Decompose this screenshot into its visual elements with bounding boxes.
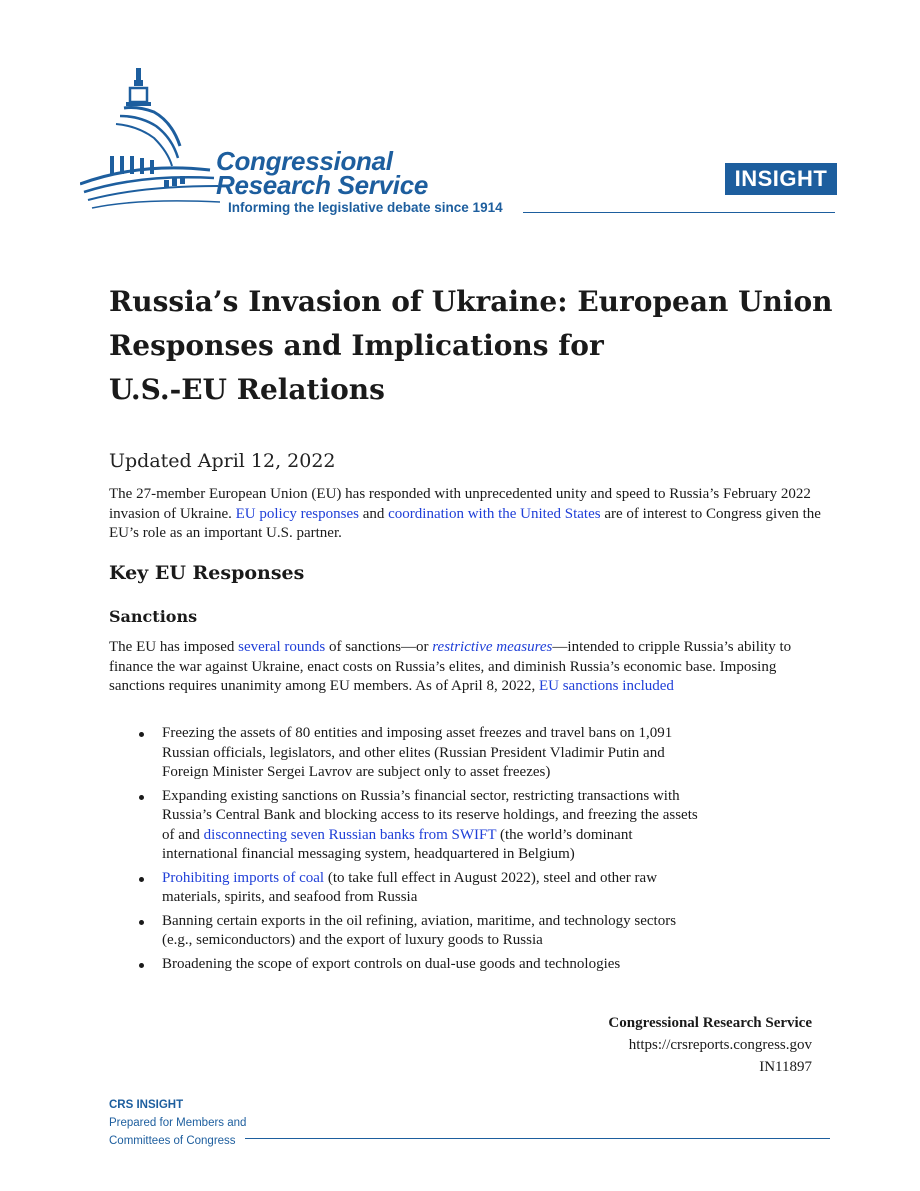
restrictive-measures-link[interactable]: restrictive measures xyxy=(432,639,553,655)
bullet-icon xyxy=(139,732,144,737)
bullet-icon xyxy=(139,795,144,800)
list-item-text: (the world’s dominant xyxy=(496,826,633,843)
coordination-us-link[interactable]: coordination with the United States xyxy=(388,505,601,522)
list-item-line: Banning certain exports in the oil refining, aviation, maritime, and technology sectors xyxy=(162,912,677,929)
list-item xyxy=(109,869,824,908)
title-line: U.S.-EU Relations xyxy=(109,373,385,406)
insight-badge: INSIGHT xyxy=(725,163,837,195)
intro-paragraph xyxy=(109,485,824,544)
footer-info xyxy=(608,1012,812,1078)
org-name-line2: Research Service xyxy=(216,170,429,200)
intro-text: The 27-member European Union (EU) has responded with unprecedented unity and speed to Russia’s February 2022 invasion of Ukraine. xyxy=(109,486,811,522)
list-item-line: Russian officials, legislators, and other elites (Russian President Vladimir Putin and xyxy=(162,744,665,761)
list-item-text: of and xyxy=(162,826,204,843)
sanctions-text: of sanctions—or xyxy=(325,639,433,655)
list-item xyxy=(109,912,824,951)
list-item-text: (to take full effect in August 2022), steel and other raw xyxy=(324,869,658,886)
bullet-icon xyxy=(139,877,144,882)
tagline-rule xyxy=(523,212,835,213)
intro-text: are of interest to Congress given the EU’s role as an important U.S. partner. xyxy=(109,505,821,541)
list-item-line: Freezing the assets of 80 entities and imposing asset freezes and travel bans on 1,091 xyxy=(162,725,673,741)
list-item-line: Foreign Minister Sergei Lavrov are subject only to asset freezes) xyxy=(162,764,551,780)
footer-org: Congressional Research Service xyxy=(608,1015,812,1031)
crs-logo xyxy=(80,66,540,226)
sanctions-list xyxy=(109,724,824,978)
bullet-icon xyxy=(139,963,144,968)
list-item-line xyxy=(162,869,824,889)
eu-policy-responses-link[interactable]: EU policy responses xyxy=(235,505,359,522)
list-item xyxy=(109,955,824,975)
list-item-line: Broadening the scope of export controls on dual-use goods and technologies xyxy=(162,955,621,972)
title-line: Russia’s Invasion of Ukraine: European Union xyxy=(109,285,833,318)
prepared-line: Prepared for Members and xyxy=(109,1117,247,1129)
list-item-line: Expanding existing sanctions on Russia’s financial sector, restricting transactions with xyxy=(162,787,680,804)
list-item-line: international financial messaging system, headquartered in Belgium) xyxy=(162,846,575,862)
org-name-line1: Congressional xyxy=(216,146,393,176)
several-rounds-link[interactable]: several rounds xyxy=(238,639,326,655)
prepared-line: Committees of Congress xyxy=(109,1135,236,1147)
footer-rule xyxy=(245,1138,830,1139)
tagline: Informing the legislative debate since 1914 xyxy=(228,200,503,215)
list-item-line: materials, spirits, and seafood from Russia xyxy=(162,889,418,905)
footer-url[interactable]: https://crsreports.congress.gov xyxy=(628,1037,812,1053)
sanctions-paragraph xyxy=(109,638,824,697)
list-item-line: Russia’s Central Bank and blocking access to its reserve holdings, and freezing the assets xyxy=(162,807,698,823)
eu-sanctions-included-link[interactable]: EU sanctions included xyxy=(538,678,674,694)
prepared-for xyxy=(109,1114,246,1150)
list-item-line xyxy=(162,826,824,846)
section-heading: Key EU Responses xyxy=(109,562,305,584)
list-item xyxy=(109,724,824,783)
crs-insight-label: CRS INSIGHT xyxy=(109,1099,184,1111)
intro-text: and xyxy=(358,505,389,522)
list-item-line: (e.g., semiconductors) and the export of luxury goods to Russia xyxy=(162,932,543,948)
sanctions-text: The EU has imposed xyxy=(109,639,239,655)
title-line: Responses and Implications for xyxy=(109,329,604,362)
list-item xyxy=(109,787,824,865)
sanctions-text: —intended to cripple Russia’s ability to finance the war against Ukraine, enact costs on Russia’s elites, and diminish Russia’s economic base. Imposing sanctions requires unanimity among EU members. As of April 8, 2022, xyxy=(109,639,792,694)
updated-date: Updated April 12, 2022 xyxy=(109,450,336,472)
report-id: IN11897 xyxy=(759,1059,812,1075)
bullet-icon xyxy=(139,920,144,925)
report-title xyxy=(109,280,839,412)
coal-imports-link[interactable]: Prohibiting imports of coal xyxy=(162,869,325,886)
swift-disconnect-link[interactable]: disconnecting seven Russian banks from SWIFT xyxy=(203,826,497,843)
subsection-heading: Sanctions xyxy=(109,607,198,626)
capitol-dome-icon xyxy=(80,66,220,216)
